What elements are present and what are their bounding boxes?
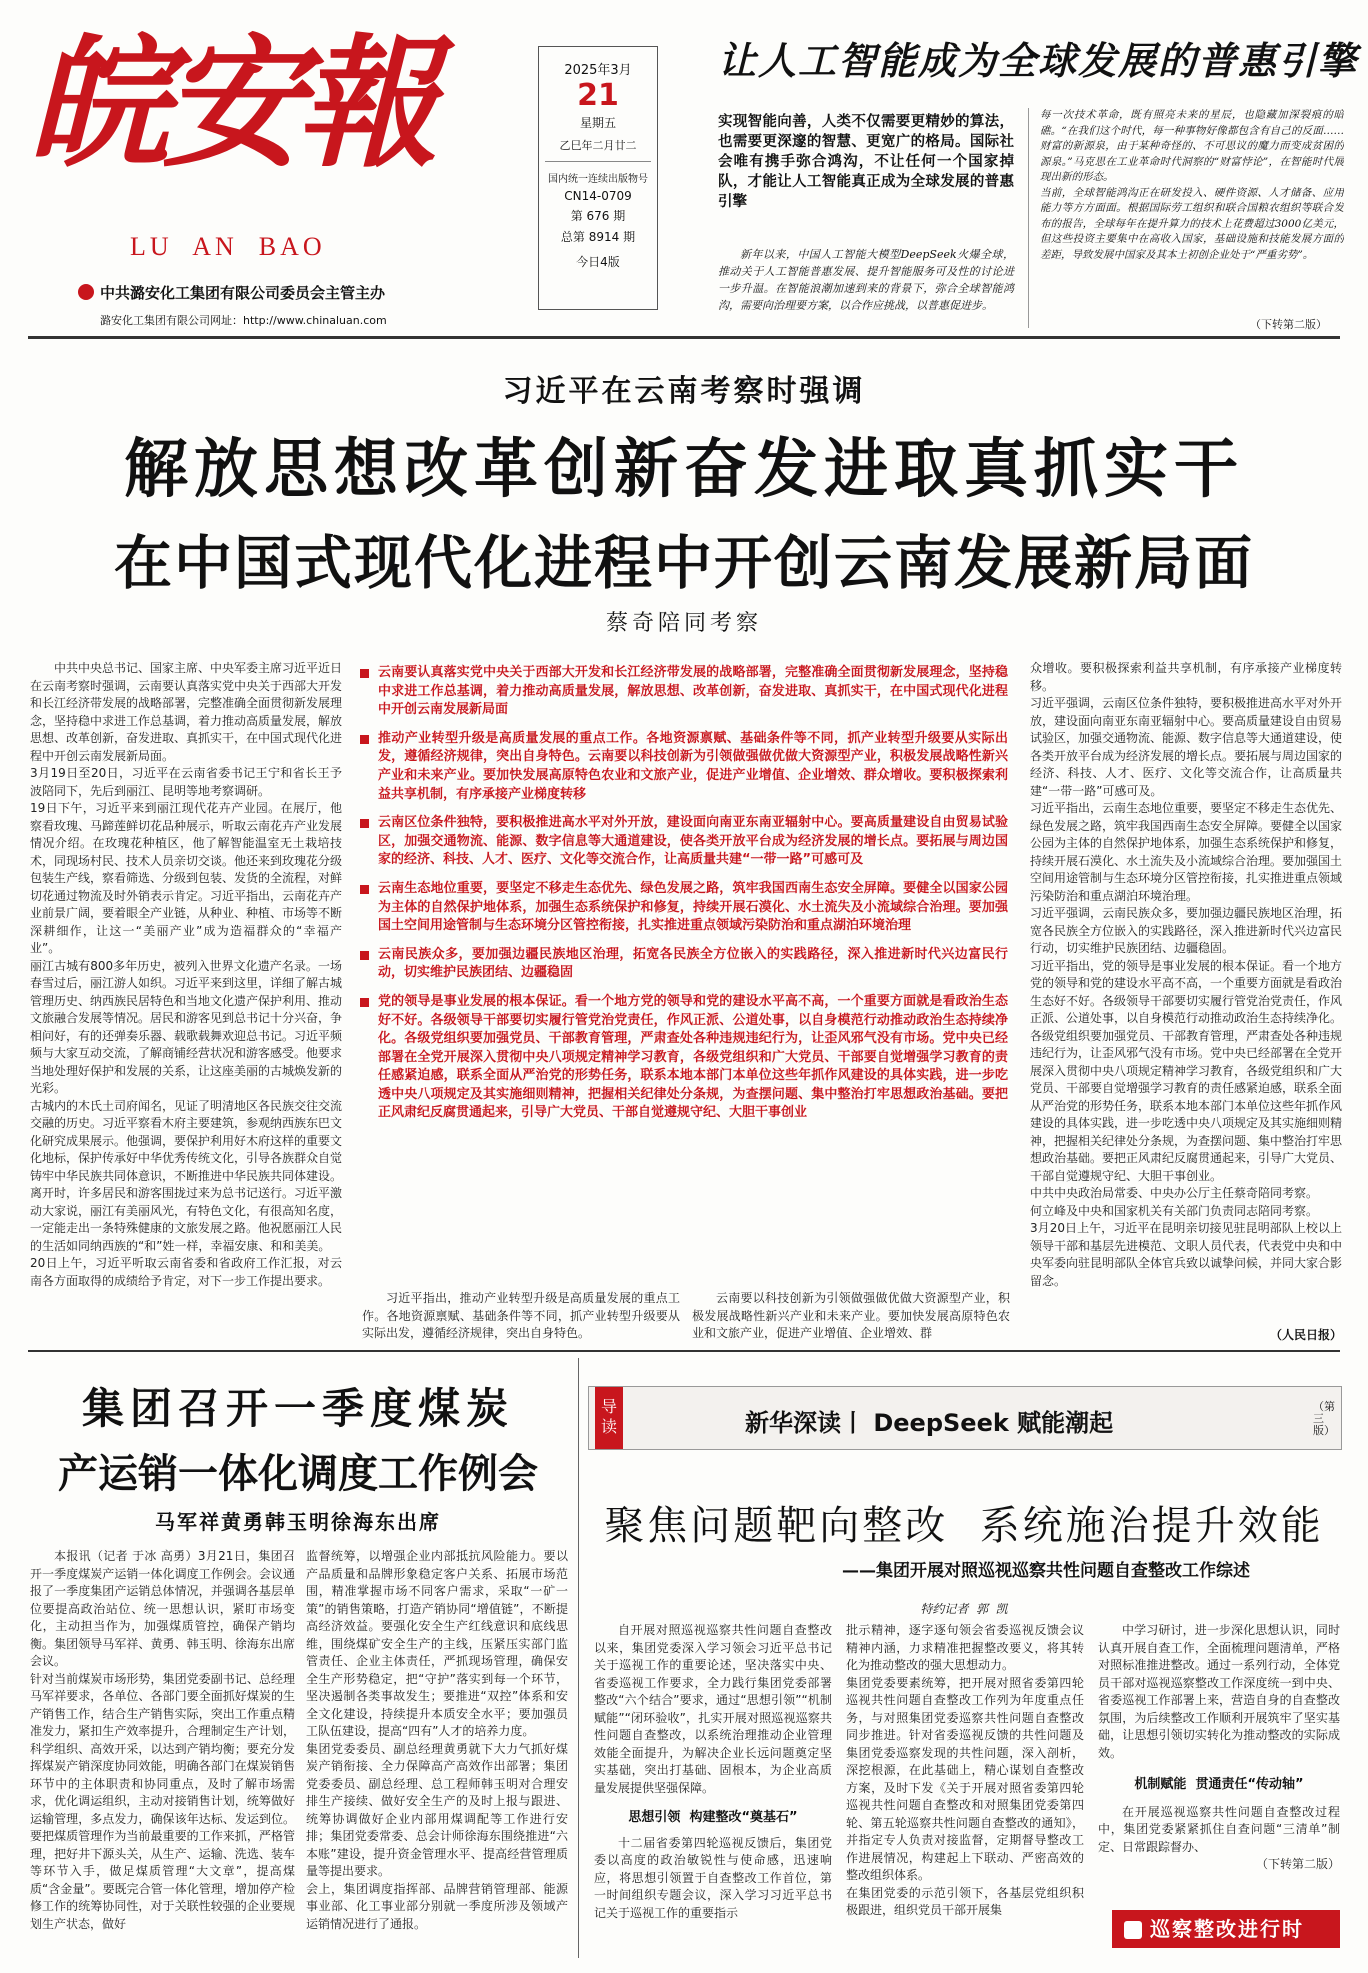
guide-page-ref: （第三版）: [1313, 1400, 1335, 1437]
ribbon-icon: [1124, 1921, 1142, 1939]
main-kicker: 习近平在云南考察时强调: [502, 374, 866, 409]
right-col-1b-text: 十二届省委第四轮巡视反馈后，集团党委以高度的政治敏锐性与使命感，迅速响应，将思想引领置于自查整改工作首位，第一时间组织专题会议，深入学习习近平总书记关于巡视工作的重要指示: [594, 1835, 832, 1920]
red-point: 推动产业转型升级是高质量发展的重点工作。各地资源禀赋、基础条件等不同，抓产业转型升级要从实际出发，遵循经济规律，突出自身特色。云南要以科技创新为引领做强做优做大资源型产业，积极发展战略性新兴产业和未来产业。要加快发展高原特色农业和文旅产业，促进产业增值、企业增效、群众增收。要积极探索利益共享机制，有序承接产业梯度转移: [360, 730, 1008, 804]
red-point: 云南要认真落实党中央关于西部大开发和长江经济带发展的战略部署，完整准确全面贯彻新发展理念，坚持稳中求进工作总基调，着力推动高质量发展，解放思想、改革创新，奋发进取、真抓实干，在中国式现代化进程中开创云南发展新局面: [360, 664, 1008, 720]
right-col-1: [594, 1622, 832, 1952]
right-col-2: [846, 1622, 1084, 1952]
website-line: 潞安化工集团有限公司网址：http://www.chinaluan.com: [100, 314, 387, 327]
date-year-month: 2025年3月: [564, 63, 632, 78]
issue-number: 第 676 期: [570, 209, 626, 223]
masthead-rule: [28, 336, 1340, 339]
bottom-section-divider: [578, 1358, 579, 1958]
main-subline: 蔡奇陪同考察: [605, 611, 762, 636]
main-bottom-a: [362, 1290, 680, 1342]
right-sub-1: 思想引领 构建整改“奠基石”: [628, 1810, 798, 1825]
red-point: 云南区位条件独特，要积极推进高水平对外开放，建设面向南亚东南亚辐射中心。要高质量建设自由贸易试验区，加强交通物流、能源、数字信息等大通道建设，使各类开放平台成为经济发展的增长点。要拓展与周边国家的经济、科技、人才、医疗、文化等交流合作，让高质量共建“一带一路”可感可及: [360, 814, 1008, 870]
main-bottom-a-text: 习近平指出，推动产业转型升级是高质量发展的重点工作。各地资源禀赋、基础条件等不同，抓产业转型升级要从实际出发，遵循经济规律，突出自身特色。: [362, 1291, 680, 1340]
right-col-1-text: 自开展对照巡视巡察共性问题自查整改以来，集团党委深入学习领会习近平总书记关于巡视工作的重要论述，坚决落实中央、省委巡视工作要求，全力践行集团党委部署整改“六个结合”要求，通过“思想引领”“机制赋能”“闭环验收”，扎实开展对照巡视巡察共性问题自查整改，以系统治理推动企业管理效能全面提升，为解决企业长远问题奠定坚实基础，突出打基础、固根本，为企业高质量发展提供坚强保障。: [594, 1623, 832, 1795]
top-article-lead: 实现智能向善，人类不仅需要更精妙的算法，也需要更深邃的智慧、更宽广的格局。国际社会唯有携手弥合鸿沟，不让任何一个国家掉队，才能让人工智能真正成为全球发展的普惠引擎: [718, 114, 1014, 210]
left-article-subline: 马军祥黄勇韩玉明徐海东出席: [155, 1510, 441, 1534]
guide-text: 新华深读丨 DeepSeek 赋能潮起: [745, 1409, 1114, 1437]
main-col-4: [1030, 660, 1342, 1324]
top-article-title: 让人工智能成为全球发展的普惠引擎: [718, 38, 1359, 83]
guide-box[interactable]: [588, 1386, 1342, 1450]
right-col-3-text: 中学习研讨，进一步深化思想认识，同时认真开展自查工作，全面梳理问题清单，严格对照标准推进整改。通过一系列行动，全体党员干部对巡视巡察整改工作深度统一到中央、省委巡视工作部署上来，营造自身的自查整改氛围，为后续整改工作顺利开展筑牢了坚实基础，让思想引领切实转化为推动整改的实际成效。: [1098, 1623, 1340, 1760]
left-col-2: [306, 1548, 568, 1952]
masthead-pinyin: LU AN BAO: [130, 232, 326, 261]
main-bottom-b: [692, 1290, 1010, 1342]
ribbon-banner: [1112, 1910, 1340, 1948]
publisher-line: [78, 282, 385, 303]
ribbon-text: 巡察整改进行时: [1150, 1917, 1304, 1941]
main-col-1: [30, 660, 342, 1342]
logo-text: 皖安報: [28, 21, 430, 187]
lunar-date: 乙巳年二月廿二: [559, 139, 637, 152]
publisher-text: 中共潞安化工集团有限公司委员会主管主办: [100, 284, 386, 302]
red-point: 党的领导是事业发展的根本保证。看一个地方党的领导和党的建设水平高不高，一个重要方面就是看政治生态好不好。各级领导干部要切实履行管党治党责任，作风正派、公道处事，以自身模范行动推动政治生态持续净化。各级党组织要加强党员、干部教育管理，严肃查处各种违规违纪行为，让歪风邪气没有市场。党中央已经部署在全党开展深入贯彻中央八项规定精神学习教育，各级党组织和广大党员、干部要自觉增强学习教育的责任感紧迫感，联系全面从严治党的形势任务，联系本地本部门本单位这些年抓作风建设的具体实践，进一步吃透中央八项规定及其实施细则精神，把握相关纪律处分条规，为查摆问题、集中整治打牢思想政治基础。要把正风肃纪反腐贯通起来，引导广大党员、干部自觉遵规守纪、大胆干事创业: [360, 993, 1008, 1123]
top-article-continued: （下转第二版）: [1250, 318, 1327, 331]
left-col-1-text: 本报讯（记者 于冰 高勇）3月21日，集团召开一季度煤炭产运销一体化调度工作例会。会议通报了一季度集团产运销总体情况，并强调各基层单位要提高政治站位、统一思想认识，紧盯市场变化，主动担当作为，加强煤质管控，确保产销均衡。集团领导马军祥、黄勇、韩玉明、徐海东出席会议。 针对当前煤炭市场形势，集团党委副书记、总经理马军祥要求，各单位、各部门要全面抓好煤炭的生产销售工作，结合生产销售实际，突出工作重点精准发力，紧扣生产效率提升，合理制定生产计划，科学组织、高效开采，以达到产销均衡；要充分发挥煤炭产销深度协同效能，明确各部门在煤炭销售环节中的主体职责和协同重点，及时了解市场需求，优化调运组织，主动对接销售计划，统筹做好运输管理，多点发力，确保该年达标、发运到位。要把煤质管理作为当前最重要的工作来抓，严格管理，把好井下源头关，从生产、运输、洗选、装车等环节入手，做足煤质管理“大文章”，提高煤质“含金量”。要既完合管一体化管理，增加停产检修工作的统筹协同性，对于关联性较强的企业要规划生产状态，做好: [30, 1549, 295, 1931]
masthead-logo: [28, 20, 430, 190]
section-rule: [28, 1350, 1340, 1352]
left-article-title-2: 产运销一体化调度工作例会: [58, 1450, 538, 1497]
right-col-3: [1098, 1622, 1340, 1904]
guide-tag: 导读: [595, 1387, 623, 1449]
weekday: 星期五: [579, 116, 616, 130]
right-article-subtitle: ——集团开展对照巡视巡察共性问题自查整改工作综述: [842, 1561, 1250, 1581]
right-col-3-continued: （下转第二版）: [1255, 1857, 1340, 1871]
main-bottom-b-text: 云南要以科技创新为引领做强做优做大资源型产业，积极发展战略性新兴产业和未来产业。要加快发展高原特色农业和文旅产业，促进产业增值、企业增效、群: [692, 1291, 1010, 1340]
red-point: 云南生态地位重要，要坚定不移走生态优先、绿色发展之路，筑牢我国西南生态安全屏障。要健全以国家公园为主体的自然保护地体系，加强生态系统保护和修复，持续开展石漠化、水土流失及小流域综合治理。要加强国土空间用途管制与生态环境分区管控衔接，扎实推进重点领域污染防治和重点湖泊环境治理: [360, 880, 1008, 936]
total-issue: 总第 8914 期: [560, 230, 636, 244]
top-article-divider: [1028, 108, 1029, 328]
main-col-4-text: 众增收。要积极探索利益共享机制，有序承接产业梯度转移。 习近平强调，云南区位条件独特，要积极推进高水平对外开放，建设面向南亚东南亚辐射中心。要高质量建设自由贸易试验区，加强交通物流、能源、数字信息等大通道建设，使各类开放平台成为经济发展的增长点。要拓展与周边国家的经济、科技、人才、医疗、文化等交流合作，让高质量共建“一带一路”可感可及。 习近平指出，云南生态地位重要，要坚定不移走生态优先、绿色发展之路，筑牢我国西南生态安全屏障。要健全以国家公园为主体的自然保护地体系，加强生态系统保护和修复，持续开展石漠化、水土流失及小流域综合治理。要加强国土空间用途管制与生态环境分区管控衔接，扎实推进重点领域污染防治和重点湖泊环境治理。 习近平强调，云南民族众多，要加强边疆民族地区治理，拓宽各民族全方位嵌入的实践路径，深入推进新时代兴边富民行动，切实维护民族团结、边疆稳固。 习近平指出，党的领导是事业发展的根本保证。看一个地方党的领导和党的建设水平高不高，一个重要方面就是看政治生态好不好。各级领导干部要切实履行管党治党责任，作风正派、公道处事，以自身模范行动推动政治生态持续净化。各级党组织要加强党员、干部教育管理，严肃查处各种违规违纪行为，让歪风邪气没有市场。党中央已经部署在全党开展深入贯彻中央八项规定精神学习教育，各级党组织和广大党员、干部要自觉增强学习教育的责任感紧迫感，联系全面从严治党的形势任务，联系本地本部门本单位这些年抓作风建设的具体实践，进一步吃透中央八项规定及其实施细则精神，把握相关纪律处分条规，为查摆问题、集中整治打牢思想政治基础。要把正风肃纪反腐贯通起来，引导广大党员、干部自觉遵规守纪、大胆干事创业。 中共中央政治局常委、中央办公厅主任蔡奇陪同考察。 何立峰及中央和国家机关有关部门负责同志陪同考察。 3月20日上午，习近平在昆明亲切接见驻昆明部队上校以上领导干部和基层先进模范、文职人员代表，代表党中央和中央军委向驻昆明部队全体官兵致以诚挚问候，并同大家合影留念。: [1030, 661, 1342, 1288]
right-col-2-text: 批示精神，逐字逐句领会省委巡视反馈会议精神内涵，力求精准把握整改要义，将其转化为推动整改的强大思想动力。 集团党委要素统筹，把开展对照省委第四轮巡视共性问题自查整改工作列为年度重点任务，与对照集团党委巡察共性问题自查整改同步推进。针对省委巡视反馈的共性问题及集团党委巡察发现的共性问题，深入剖析，深挖根源，在此基础上，精心谋划自查整改方案，及时下发《关于开展对照省委第四轮巡视共性问题自查整改和对照集团党委第四轮、第五轮巡察共性问题自查整改的通知》，并指定专人负责对接监督，定期督导整改工作进展情况，构建起上下联动、严密高效的整改组织体系。 在集团党委的示范引领下，各基层党组织积极跟进，组织党员干部开展集: [846, 1623, 1084, 1917]
right-sub-2: 机制赋能 贯通责任“传动轴”: [1134, 1777, 1304, 1792]
main-source: （人民日报）: [1270, 1328, 1343, 1342]
main-headline-2: 在中国式现代化进程中开创云南发展新局面: [113, 529, 1254, 597]
date-box: [538, 46, 658, 310]
top-article-body-left: 新年以来，中国人工智能大模型DeepSeek火爆全球，推动关于人工智能普惠发展、提升智能服务可及性的讨论进一步升温。在智能浪潮加速到来的背景下，弥合全球智能鸿沟，需要向治理要方案，以合作应挑战，以普惠促进步。: [718, 248, 1014, 312]
left-col-2-text: 监督统筹，以增强企业内部抵抗风险能力。要以产品质量和品牌形象稳定客户关系、拓展市场范围，精准掌握市场不同客户需求，采取“一矿一策”的销售策略，打造产销协同“增值链”，不断提高经济效益。要强化安全生产红线意识和底线思维，围绕煤矿安全生产的主线，压紧压实部门监管责任、企业主体责任，严抓现场管理，确保安全生产形势稳定，把“守护”落实到每一个环节，坚决遏制各类事故发生；要推进“双控”体系和安全文化建设，持续提升本质安全水平；要加强员工队伍建设，提高“四有”人才的培养力度。 集团党委委员、副总经理黄勇就下大力气抓好煤炭产销衔接、全力保障高产高效作出部署；集团党委委员、副总经理、总工程师韩玉明对合理安排生产接续、做好安全生产的及时上报与跟进、统筹协调做好企业内部用煤调配等工作进行安排；集团党委常委、总会计师徐海东围绕推进“六本账”建设，提升资金管理水平、提高经营管理质量等提出要求。 会上，集团调度指挥部、品牌营销管理部、能源事业部、化工事业部分别就一季度所涉及领域产运销情况进行了通报。: [306, 1549, 568, 1931]
main-headline-1: 解放思想改革创新奋发进取真抓实干: [124, 433, 1244, 507]
red-point: 云南民族众多，要加强边疆民族地区治理，拓宽各民族全方位嵌入的实践路径，深入推进新时代兴边富民行动，切实维护民族团结、边疆稳固: [360, 946, 1008, 983]
top-article-body-right: 每一次技术革命，既有照亮未来的星辰，也隐藏加深裂痕的暗礁。“在我们这个时代，每一种事物好像都包含有自己的反面……财富的新源泉，由于某种奇怪的、不可思议的魔力而变成贫困的源泉。”马克思在工业革命时代洞察的“财富悖论”，在智能时代展现出新的形态。 当前，全球智能鸿沟正在研发投入、硬件资源、人才储备、应用能力等方方面面。根据国际劳工组织和联合国粮农组织等联合发布的报告，全球每年在提升算力的技术上花费超过3000亿美元，但这些投资主要集中在高收入国家，基础设施和技能发展方面的差距，导致发展中国家及其本土初创企业处于“严重劣势”。: [1040, 109, 1344, 261]
page-count: 今日4版: [576, 255, 620, 269]
right-article-byline: 特约记者 郭 凯: [920, 1602, 1008, 1616]
date-day: 21: [577, 78, 619, 113]
left-col-1: [30, 1548, 295, 1952]
cn-number: CN14-0709: [564, 189, 632, 203]
main-col-1-text: 中共中央总书记、国家主席、中央军委主席习近平近日在云南考察时强调，云南要认真落实党中央关于西部大开发和长江经济带发展的战略部署，完整准确全面贯彻新发展理念，坚持稳中求进工作总基调，着力推动高质量发展，解放思想、改革创新，奋发进取、真抓实干，在中国式现代化进程中开创云南发展新局面。 3月19日至20日，习近平在云南省委书记王宁和省长王予波陪同下，先后到丽江、昆明等地考察调研。 19日下午，习近平来到丽江现代花卉产业园。在展厅，他察看玫瑰、马蹄莲鲜切花品种展示，听取云南花卉产业发展情况介绍。在玫瑰花种植区，他了解智能温室无土栽培技术，同现场村民、技术人员亲切交谈。他还来到玫瑰花分级包装生产线，察看筛选、分级到包装、发货的全流程，对鲜切花通过物流及时外销表示肯定。习近平指出，云南花卉产业前景广阔，要着眼全产业链，从种业、种植、市场等不断深耕细作，让这一“美丽产业”成为造福群众的“幸福产业”。 丽江古城有800多年历史，被列入世界文化遗产名录。一场春雪过后，丽江游人如织。习近平来到这里，详细了解古城管理历史、纳西族民居特色和当地文化遗产保护利用、推动文旅融合发展等情况。居民和游客见到总书记十分兴奋，争相问好，有的还弹奏乐器、载歌载舞欢迎总书记。习近平频频与大家互动交流，了解商铺经营状况和游客感受。他要求当地处理好保护和发展的关系，让这座美丽的古城焕发新的光彩。 古城内的木氏土司府闻名，见证了明清地区各民族交往交流交融的历史。习近平察看木府主要建筑，参观纳西族东巴文化研究成果展示。他强调，要保护利用好木府这样的重要文化地标，保护传承好中华优秀传统文化，引导各族群众自觉铸牢中华民族共同体意识，不断推进中华民族共同体建设。 离开时，许多居民和游客围拢过来为总书记送行。习近平激动大家说，丽江有美丽风光，有特色文化，有很高知名度，一定能走出一条特殊健康的文旅发展之路。他祝愿丽江人民的生活如同纳西族的“和”姓一样，幸福安康、和和美美。 20日上午，习近平听取云南省委和省政府工作汇报，对云南各方面取得的成绩给予肯定，对下一步工作提出要求。: [30, 661, 342, 1288]
main-red-points: [360, 664, 1008, 1274]
right-article-title: 聚焦问题靶向整改 系统施治提升效能: [604, 1503, 1324, 1549]
party-emblem-icon: [78, 284, 94, 300]
cn-label: 国内统一连续出版物号: [548, 174, 648, 185]
right-col-3b-text: 在开展巡视巡察共性问题自查整改过程中，集团党委紧紧抓住自查问题“三清单”制定、日常跟踪督办、: [1098, 1804, 1340, 1854]
left-article-title-1: 集团召开一季度煤炭: [81, 1384, 514, 1433]
